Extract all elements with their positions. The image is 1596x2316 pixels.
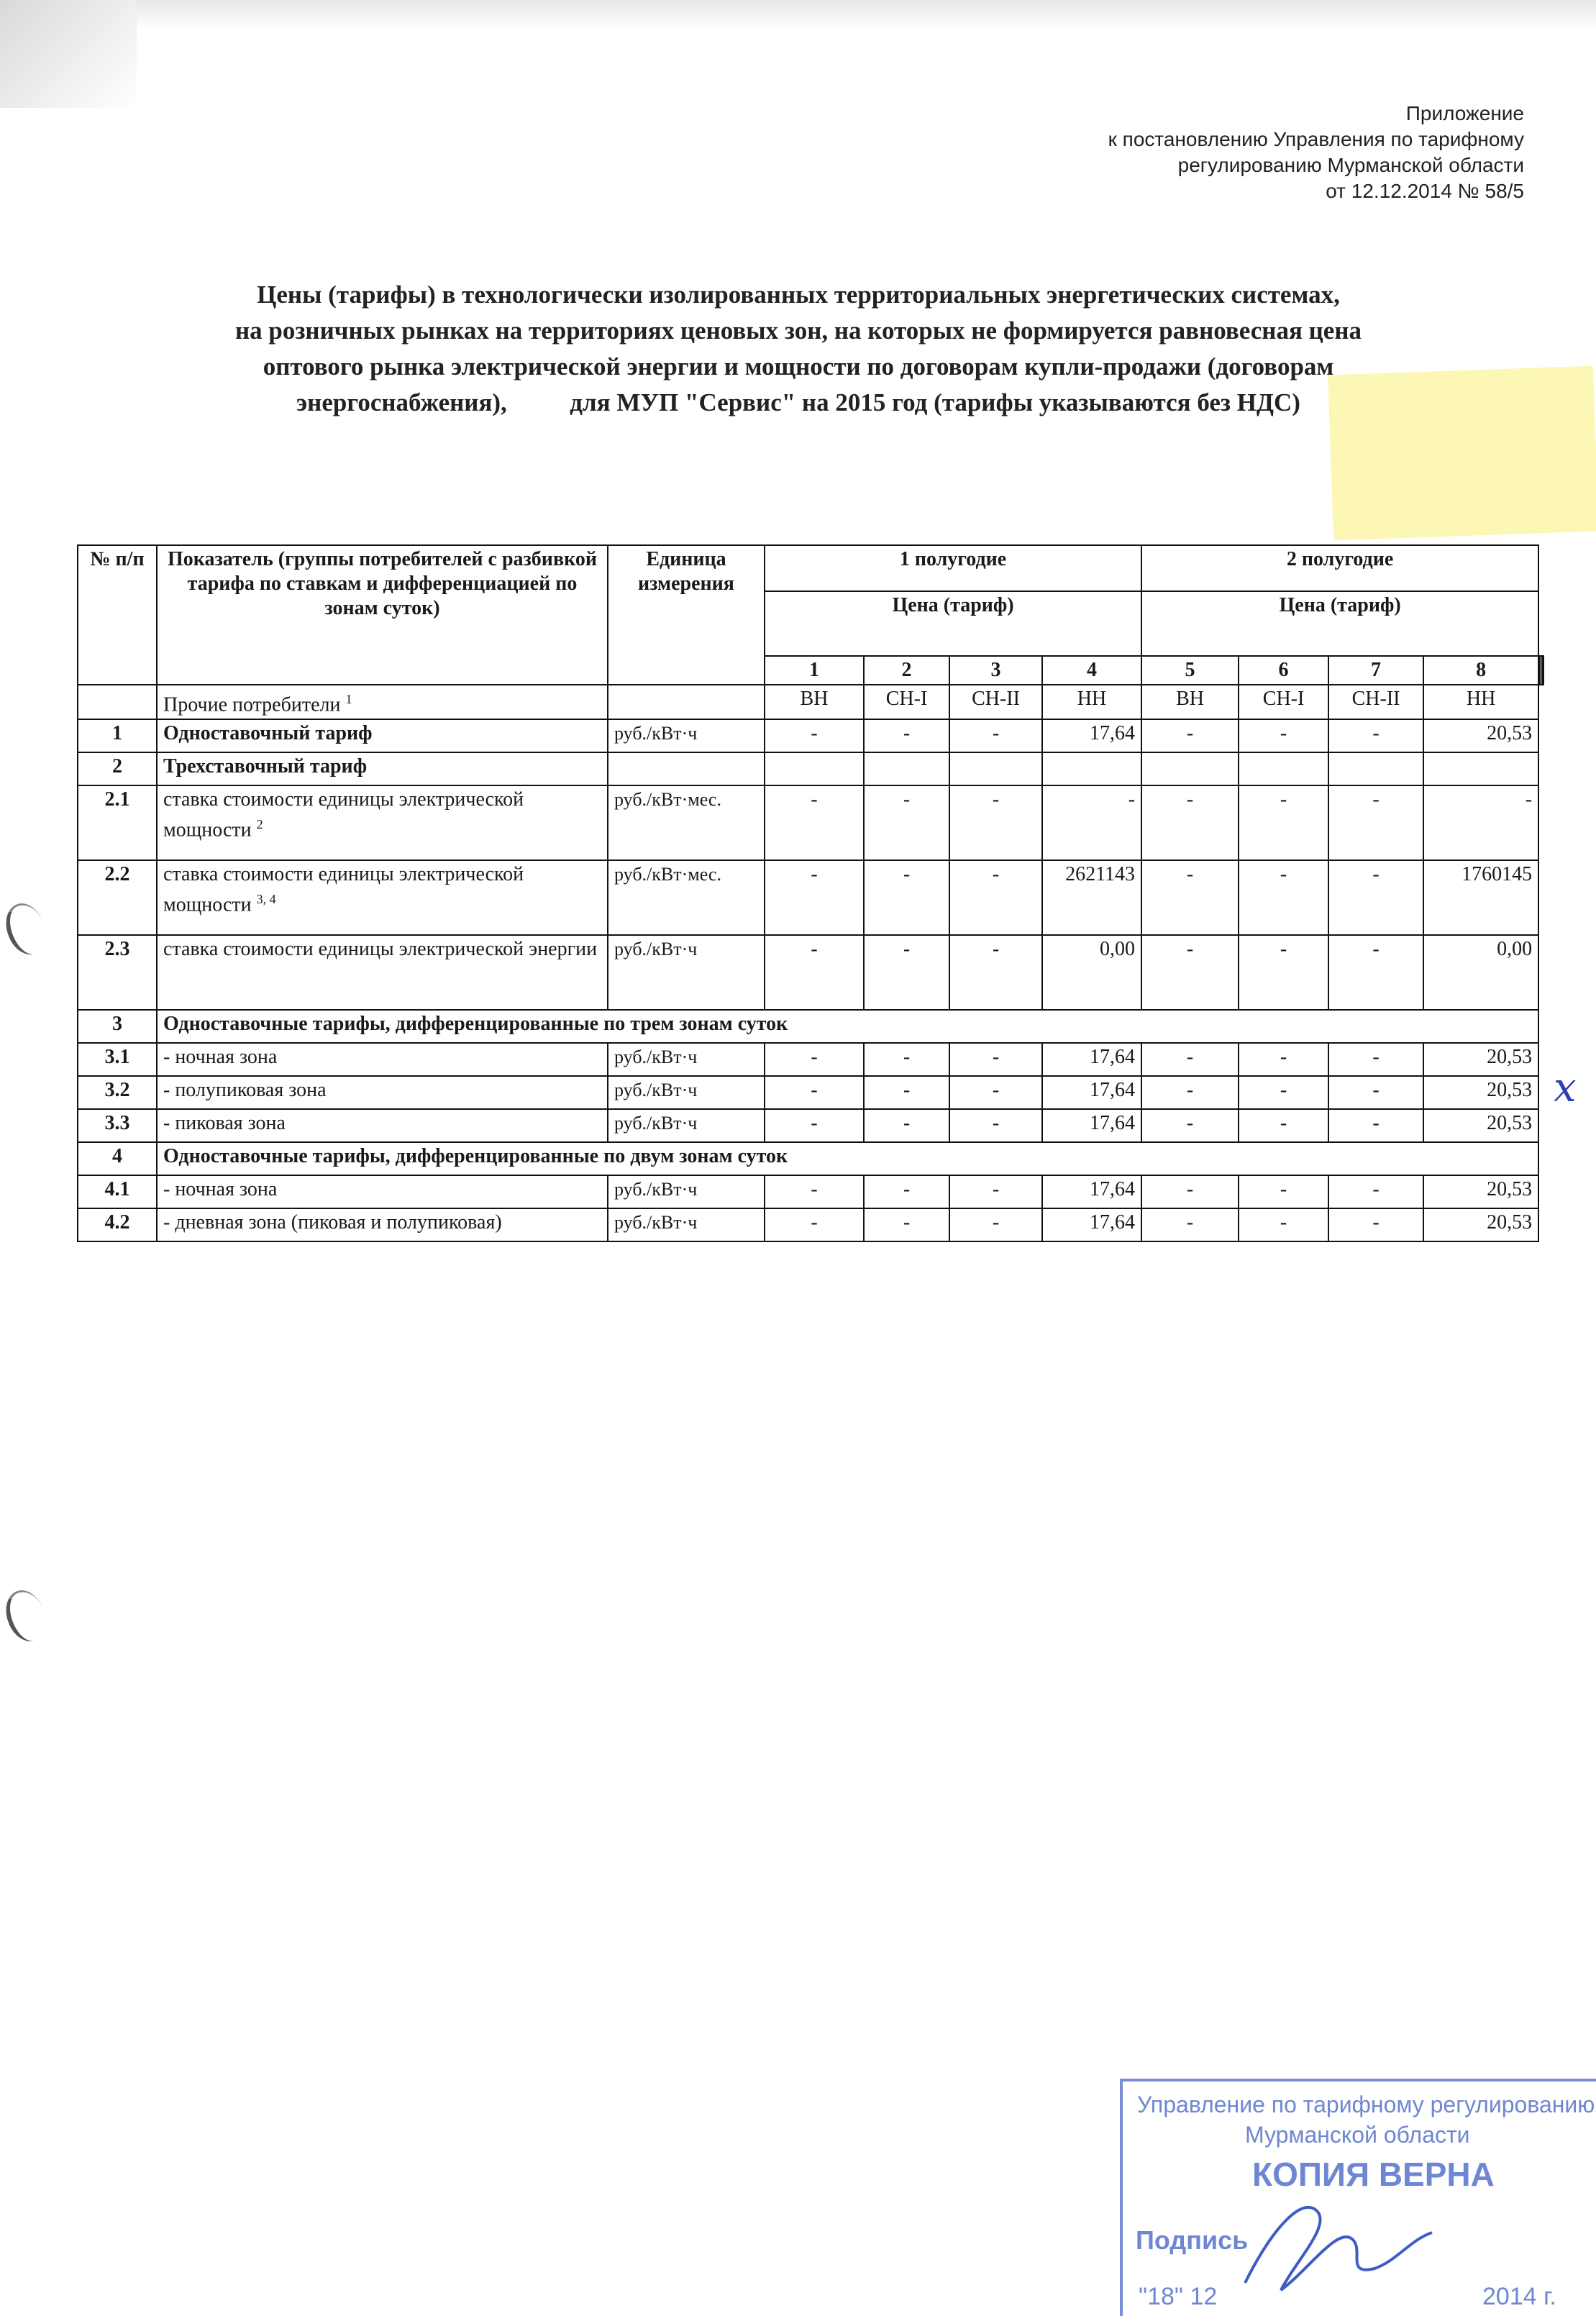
tariff-value: - xyxy=(765,719,864,752)
header-half-2: 2 полугодие xyxy=(1141,545,1538,591)
row-label xyxy=(157,1043,608,1076)
section-title: Одноставочные тарифы, дифференцированные по двум зонам суток xyxy=(157,1142,1538,1175)
tariff-value: - xyxy=(1239,860,1328,935)
title-line-3: оптового рынка электрической энергии и мощности по договорам купли-продажи (договорам xyxy=(263,352,1334,380)
tariff-value: - xyxy=(1328,1208,1423,1241)
header-unit: Единица измерения xyxy=(608,545,765,685)
tariff-value: - xyxy=(864,1043,949,1076)
tariff-value xyxy=(1328,752,1423,785)
punch-hole-upper xyxy=(0,898,53,959)
tariff-value: - xyxy=(765,785,864,860)
table-row xyxy=(78,785,1543,860)
tariff-value: - xyxy=(1141,785,1239,860)
tariff-value: - xyxy=(765,860,864,935)
voltage-level: ВН xyxy=(1141,685,1239,719)
tariff-value: - xyxy=(1239,1175,1328,1208)
title-line-4: энергоснабжения), для МУП "Сервис" на 2015 год (тарифы указываются без НДС) xyxy=(296,388,1300,416)
table-row xyxy=(78,1175,1543,1208)
tariff-value: - xyxy=(949,935,1042,1010)
column-number: 4 xyxy=(1042,656,1141,685)
tariff-value: 20,53 xyxy=(1423,1175,1538,1208)
appendix-line-3: регулированию Мурманской области xyxy=(1177,154,1524,176)
tariff-value: - xyxy=(1328,935,1423,1010)
row-unit: руб./кВт·ч xyxy=(608,1175,765,1208)
tariff-value: - xyxy=(1328,1175,1423,1208)
tariff-value: 0,00 xyxy=(1423,935,1538,1010)
table-row xyxy=(78,719,1543,752)
appendix-line-2: к постановлению Управления по тарифному xyxy=(1108,128,1524,150)
appendix-header xyxy=(1108,101,1524,204)
row-label xyxy=(157,935,608,1010)
tariff-value: 17,64 xyxy=(1042,1076,1141,1109)
tariff-value xyxy=(864,752,949,785)
row-number: 1 xyxy=(78,719,157,752)
row-label-text: Одноставочный тариф xyxy=(163,722,373,745)
tariff-value: - xyxy=(1141,1208,1239,1241)
row-label-text: ставка стоимости единицы электрической мощности xyxy=(163,863,524,916)
tariff-value: - xyxy=(765,935,864,1010)
title-line-1: Цены (тарифы) в технологически изолированных территориальных энергетических системах, xyxy=(257,281,1340,309)
row-label-text: - пиковая зона xyxy=(163,1112,286,1135)
stamp-certified: КОПИЯ ВЕРНА xyxy=(1252,2156,1495,2193)
tariff-value: - xyxy=(1423,785,1538,860)
column-number xyxy=(1542,656,1543,685)
tariff-value: - xyxy=(1328,719,1423,752)
table-row xyxy=(78,1010,1543,1043)
table-row xyxy=(78,935,1543,1010)
voltage-level: СН-I xyxy=(864,685,949,719)
row-label xyxy=(157,860,608,935)
tariff-value: - xyxy=(864,860,949,935)
tariff-value: 17,64 xyxy=(1042,1208,1141,1241)
tariff-value xyxy=(1042,752,1141,785)
tariff-value: - xyxy=(949,785,1042,860)
row-unit: руб./кВт·ч xyxy=(608,1043,765,1076)
stamp-line-2: Мурманской области xyxy=(1245,2122,1470,2148)
tariff-value: 20,53 xyxy=(1423,1208,1538,1241)
tariff-value: - xyxy=(1239,1109,1328,1142)
voltage-level: НН xyxy=(1423,685,1538,719)
row-unit: руб./кВт·мес. xyxy=(608,785,765,860)
tariff-value: - xyxy=(1042,785,1141,860)
voltage-level: ВН xyxy=(765,685,864,719)
header-price-2: Цена (тариф) xyxy=(1141,591,1538,656)
tariff-value: - xyxy=(864,1076,949,1109)
row-label-text: - ночная зона xyxy=(163,1046,278,1069)
tariff-value: - xyxy=(864,719,949,752)
table-row xyxy=(78,860,1543,935)
table-row xyxy=(78,1142,1543,1175)
scan-shadow-top xyxy=(0,0,1596,29)
tariff-value: 17,64 xyxy=(1042,719,1141,752)
footnote-mark: 2 xyxy=(256,817,263,832)
column-number: 8 xyxy=(1423,656,1538,685)
tariff-value: 17,64 xyxy=(1042,1043,1141,1076)
column-number: 3 xyxy=(949,656,1042,685)
tariff-value: - xyxy=(1328,1076,1423,1109)
tariff-value: 20,53 xyxy=(1423,719,1538,752)
stamp-date-right: 2014 г. xyxy=(1482,2283,1556,2310)
tariff-value xyxy=(949,752,1042,785)
section-title: Одноставочные тарифы, дифференцированные по трем зонам суток xyxy=(157,1010,1538,1043)
tariff-value: - xyxy=(1141,1109,1239,1142)
footnote-mark: 1 xyxy=(345,692,352,706)
tariff-value: - xyxy=(864,1175,949,1208)
tariff-value: - xyxy=(1239,719,1328,752)
row-number: 3.3 xyxy=(78,1109,157,1142)
row-unit: руб./кВт·ч xyxy=(608,1208,765,1241)
tariff-table xyxy=(77,544,1544,1242)
tariff-value: - xyxy=(765,1109,864,1142)
row-number: 3 xyxy=(78,1010,157,1043)
row-label-text: - полупиковая зона xyxy=(163,1079,327,1102)
title-line-2: на розничных рынках на территориях ценовых зон, на которых не формируется равновесная цена xyxy=(234,316,1362,345)
row-number: 2.1 xyxy=(78,785,157,860)
row-label xyxy=(157,1208,608,1241)
signature-mark xyxy=(1231,2182,1446,2304)
row-number: 2.2 xyxy=(78,860,157,935)
row-number: 2 xyxy=(78,752,157,785)
tariff-value: - xyxy=(765,1076,864,1109)
row-label xyxy=(157,752,608,785)
voltage-level: НН xyxy=(1042,685,1141,719)
appendix-line-4: от 12.12.2014 № 58/5 xyxy=(1326,180,1524,202)
scan-fold-corner xyxy=(0,0,137,108)
tariff-value: - xyxy=(1328,785,1423,860)
tariff-value: - xyxy=(1239,785,1328,860)
tariff-value: - xyxy=(864,1208,949,1241)
column-number: 2 xyxy=(864,656,949,685)
table-row xyxy=(78,1109,1543,1142)
tariff-value: 17,64 xyxy=(1042,1175,1141,1208)
tariff-value: - xyxy=(949,860,1042,935)
row-unit: руб./кВт·ч xyxy=(608,719,765,752)
stamp-date-left: "18" 12 xyxy=(1139,2283,1218,2310)
row-unit: руб./кВт·ч xyxy=(608,935,765,1010)
voltage-level: СН-II xyxy=(1328,685,1423,719)
row-number: 2.3 xyxy=(78,935,157,1010)
row-number: 4 xyxy=(78,1142,157,1175)
table-row xyxy=(78,752,1543,785)
footnote-mark: 3, 4 xyxy=(256,892,276,907)
voltage-level: СН-II xyxy=(949,685,1042,719)
handwritten-mark: x xyxy=(1554,1064,1577,1111)
row-label xyxy=(157,719,608,752)
tariff-value: - xyxy=(864,935,949,1010)
header-num: № п/п xyxy=(78,545,157,685)
tariff-value: - xyxy=(1239,1043,1328,1076)
tariff-value: - xyxy=(765,1208,864,1241)
tariff-value: - xyxy=(765,1175,864,1208)
tariff-value: - xyxy=(1328,860,1423,935)
column-number: 7 xyxy=(1328,656,1423,685)
empty-cell xyxy=(78,685,157,719)
tariff-value: 1760145 xyxy=(1423,860,1538,935)
tariff-value: 20,53 xyxy=(1423,1043,1538,1076)
row-label xyxy=(157,1109,608,1142)
row-label-text: ставка стоимости единицы электрической энергии xyxy=(163,938,598,961)
tariff-value: - xyxy=(765,1043,864,1076)
tariff-value: - xyxy=(1141,860,1239,935)
other-consumers-label xyxy=(157,685,608,719)
empty-cell xyxy=(608,685,765,719)
tariff-value: - xyxy=(949,1208,1042,1241)
tariff-value: - xyxy=(949,719,1042,752)
table-row xyxy=(78,1076,1543,1109)
voltage-level-row xyxy=(78,685,1543,719)
tariff-value: - xyxy=(949,1076,1042,1109)
row-unit: руб./кВт·мес. xyxy=(608,860,765,935)
row-label-text: Трехставочный тариф xyxy=(163,755,368,778)
header-half-1: 1 полугодие xyxy=(765,545,1141,591)
tariff-value: - xyxy=(1141,935,1239,1010)
row-label-text: - дневная зона (пиковая и полупиковая) xyxy=(163,1211,502,1234)
row-label xyxy=(157,1175,608,1208)
row-label xyxy=(157,785,608,860)
tariff-value: 2621143 xyxy=(1042,860,1141,935)
tariff-value: - xyxy=(1328,1043,1423,1076)
tariff-value: 20,53 xyxy=(1423,1109,1538,1142)
stamp-line-1: Управление по тарифному регулированию xyxy=(1137,2092,1595,2117)
stamp-signature-label: Подпись xyxy=(1136,2225,1249,2255)
header-indicator: Показатель (группы потребителей с разбивкой тарифа по ставкам и дифференциацией по зонам суток) xyxy=(157,545,608,685)
column-number: 6 xyxy=(1239,656,1328,685)
tariff-value: - xyxy=(1239,1076,1328,1109)
tariff-value xyxy=(1239,752,1328,785)
tariff-value: - xyxy=(1141,1043,1239,1076)
row-number: 4.2 xyxy=(78,1208,157,1241)
tariff-value: - xyxy=(949,1175,1042,1208)
row-label xyxy=(157,1076,608,1109)
row-unit xyxy=(608,752,765,785)
punch-hole-lower xyxy=(0,1585,53,1646)
row-unit: руб./кВт·ч xyxy=(608,1076,765,1109)
tariff-value xyxy=(765,752,864,785)
tariff-value: - xyxy=(1239,1208,1328,1241)
other-consumers-text: Прочие потребители xyxy=(163,693,341,716)
tariff-value: - xyxy=(1141,1076,1239,1109)
tariff-value: - xyxy=(1239,935,1328,1010)
voltage-level: СН-I xyxy=(1239,685,1328,719)
column-number: 1 xyxy=(765,656,864,685)
row-label-text: ставка стоимости единицы электрической мощности xyxy=(163,788,524,842)
tariff-value xyxy=(1423,752,1538,785)
certification-stamp xyxy=(1120,2079,1596,2316)
column-number: 5 xyxy=(1141,656,1239,685)
tariff-value: 17,64 xyxy=(1042,1109,1141,1142)
tariff-value: - xyxy=(864,785,949,860)
sticky-note xyxy=(1328,366,1596,541)
tariff-value: - xyxy=(1328,1109,1423,1142)
tariff-value: 0,00 xyxy=(1042,935,1141,1010)
tariff-value: - xyxy=(949,1109,1042,1142)
tariff-value: - xyxy=(1141,719,1239,752)
row-label-text: - ночная зона xyxy=(163,1178,278,1201)
appendix-line-1: Приложение xyxy=(1405,102,1524,124)
tariff-value: 20,53 xyxy=(1423,1076,1538,1109)
row-unit: руб./кВт·ч xyxy=(608,1109,765,1142)
tariff-value: - xyxy=(1141,1175,1239,1208)
row-number: 4.1 xyxy=(78,1175,157,1208)
tariff-value xyxy=(1141,752,1239,785)
tariff-value: - xyxy=(864,1109,949,1142)
row-number: 3.1 xyxy=(78,1043,157,1076)
tariff-value: - xyxy=(949,1043,1042,1076)
table-row xyxy=(78,1208,1543,1241)
table-row xyxy=(78,1043,1543,1076)
header-price-1: Цена (тариф) xyxy=(765,591,1141,656)
document-title xyxy=(129,277,1467,421)
row-number: 3.2 xyxy=(78,1076,157,1109)
